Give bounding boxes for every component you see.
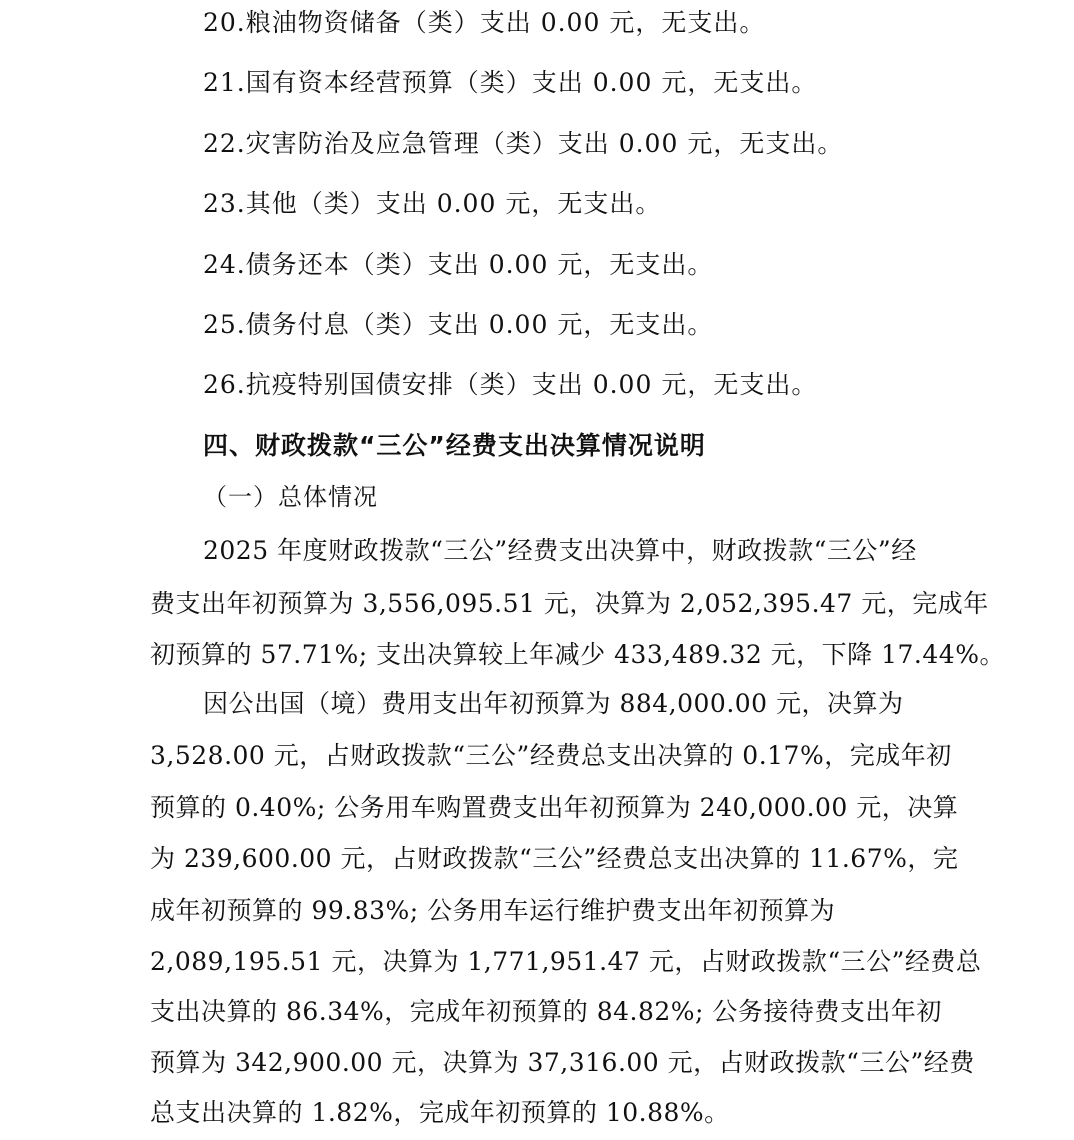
list-item: 20.粮油物资储备（类）支出 0.00 元，无支出。: [203, 8, 766, 37]
paragraph-line: 3,528.00 元，占财政拨款“三公”经费总支出决算的 0.17%，完成年初: [150, 741, 952, 770]
list-item: 24.债务还本（类）支出 0.00 元，无支出。: [203, 250, 714, 279]
subsection-heading: （一）总体情况: [203, 483, 378, 511]
paragraph-line: 预算为 342,900.00 元，决算为 37,316.00 元，占财政拨款“三公”经费: [150, 1048, 975, 1077]
paragraph-line: 2,089,195.51 元，决算为 1,771,951.47 元，占财政拨款“三公”经费总: [150, 947, 982, 976]
paragraph-line: 初预算的 57.71%; 支出决算较上年减少 433,489.32 元，下降 17.44%。: [150, 640, 1005, 669]
paragraph-line: 总支出决算的 1.82%，完成年初预算的 10.88%。: [150, 1098, 730, 1127]
paragraph-line: 费支出年初预算为 3,556,095.51 元，决算为 2,052,395.47 元，完成年: [150, 589, 989, 618]
list-item: 23.其他（类）支出 0.00 元，无支出。: [203, 189, 662, 218]
list-item: 25.债务付息（类）支出 0.00 元，无支出。: [203, 310, 714, 339]
list-item: 26.抗疫特别国债安排（类）支出 0.00 元，无支出。: [203, 370, 818, 399]
section-heading: 四、财政拨款“三公”经费支出决算情况说明: [203, 431, 706, 460]
list-item: 21.国有资本经营预算（类）支出 0.00 元，无支出。: [203, 68, 818, 97]
paragraph-line: 支出决算的 86.34%，完成年初预算的 84.82%; 公务接待费支出年初: [150, 997, 942, 1026]
paragraph-line: 2025 年度财政拨款“三公”经费支出决算中，财政拨款“三公”经: [203, 536, 917, 565]
paragraph-line: 为 239,600.00 元，占财政拨款“三公”经费总支出决算的 11.67%，完: [150, 844, 959, 873]
paragraph-line: 预算的 0.40%; 公务用车购置费支出年初预算为 240,000.00 元，决算: [150, 793, 959, 822]
paragraph-line: 成年初预算的 99.83%; 公务用车运行维护费支出年初预算为: [150, 896, 836, 925]
paragraph-line: 因公出国（境）费用支出年初预算为 884,000.00 元，决算为: [203, 689, 904, 718]
list-item: 22.灾害防治及应急管理（类）支出 0.00 元，无支出。: [203, 129, 844, 158]
